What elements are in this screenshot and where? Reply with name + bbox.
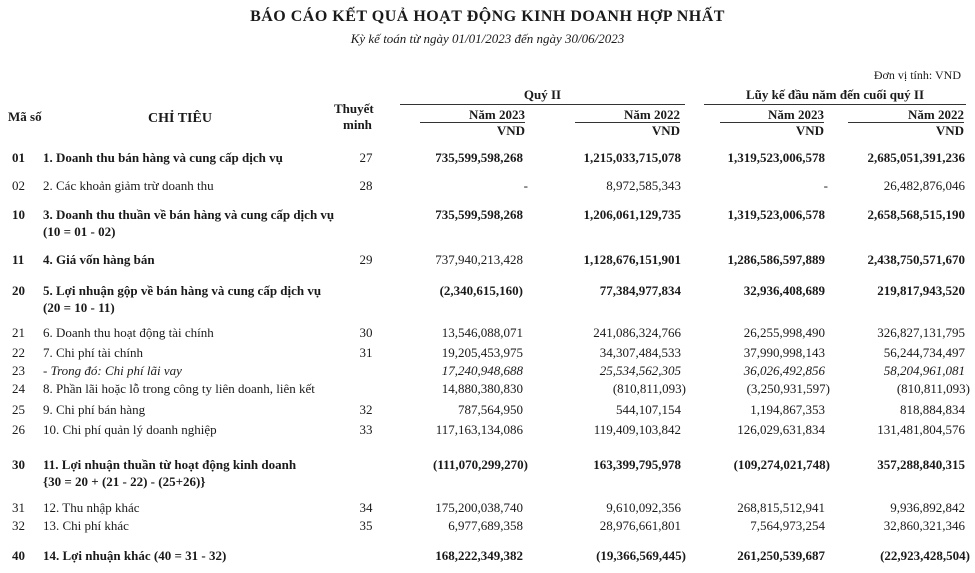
row-note: 33 — [359, 422, 373, 437]
row-code: 32 — [12, 518, 25, 533]
row-code: 40 — [12, 548, 25, 563]
currency-ytd-2023: VND — [795, 123, 824, 138]
row-note: 34 — [359, 500, 373, 515]
row-label: 9. Chi phí bán hàng — [43, 402, 146, 417]
value-q2-2022: 77,384,977,834 — [599, 283, 681, 298]
row-note: 27 — [359, 150, 373, 165]
value-q2-2023: 117,163,134,086 — [435, 422, 523, 437]
row-code: 22 — [12, 345, 25, 360]
col-q2-2023: Năm 2023 — [469, 107, 525, 122]
row-note: 28 — [359, 178, 373, 193]
value-ytd-2022: 357,288,840,315 — [877, 457, 965, 472]
header-code: Mã số — [8, 109, 42, 124]
col-q2-2022: Năm 2022 — [624, 107, 680, 122]
row-code: 30 — [12, 457, 25, 472]
value-q2-2022: 163,399,795,978 — [593, 457, 681, 472]
header-rule — [400, 104, 685, 105]
value-q2-2022: (810,811,093) — [612, 381, 686, 396]
row-label: 5. Lợi nhuận gộp về bán hàng và cung cấp dịch vụ — [43, 283, 322, 298]
value-q2-2022: (19,366,569,445) — [596, 548, 686, 563]
value-ytd-2023: 1,319,523,006,578 — [727, 150, 825, 165]
value-q2-2023: 6,977,689,358 — [448, 518, 523, 533]
value-ytd-2023: 37,990,998,143 — [743, 345, 825, 360]
value-ytd-2023: (3,250,931,597) — [746, 381, 830, 396]
currency-ytd-2022: VND — [935, 123, 964, 138]
row-code: 20 — [12, 283, 25, 298]
row-code: 21 — [12, 325, 25, 340]
value-q2-2023: 735,599,598,268 — [435, 150, 523, 165]
col-ytd-2022: Năm 2022 — [908, 107, 964, 122]
header-note-line1: Thuyết — [334, 101, 374, 116]
row-label: 11. Lợi nhuận thuần từ hoạt động kinh doanh — [43, 457, 297, 472]
value-q2-2023: 175,200,038,740 — [435, 500, 523, 515]
value-ytd-2023: 268,815,512,941 — [737, 500, 825, 515]
value-ytd-2022: 2,438,750,571,670 — [867, 252, 965, 267]
value-q2-2022: 9,610,092,356 — [606, 500, 681, 515]
value-q2-2023: (111,070,299,270) — [433, 457, 528, 472]
currency-q2-2023: VND — [496, 123, 525, 138]
row-note: 29 — [359, 252, 373, 267]
value-q2-2023: 14,880,380,830 — [441, 381, 523, 396]
value-ytd-2022: 9,936,892,842 — [890, 500, 965, 515]
value-q2-2023: 735,599,598,268 — [435, 207, 523, 222]
row-label: - Trong đó: Chi phí lãi vay — [43, 363, 182, 378]
value-q2-2022: 544,107,154 — [616, 402, 681, 417]
value-q2-2023: 13,546,088,071 — [441, 325, 523, 340]
report-title: BÁO CÁO KẾT QUẢ HOẠT ĐỘNG KINH DOANH HỢP NHẤT — [250, 8, 725, 25]
row-code: 02 — [12, 178, 25, 193]
value-q2-2023: 168,222,349,382 — [435, 548, 523, 563]
row-code: 11 — [12, 252, 25, 267]
value-ytd-2023: 26,255,998,490 — [743, 325, 825, 340]
row-note: 32 — [359, 402, 373, 417]
row-code: 23 — [12, 363, 25, 378]
value-ytd-2023: 126,029,631,834 — [737, 422, 825, 437]
value-q2-2023: 17,240,948,688 — [441, 363, 523, 378]
col-ytd-2023: Năm 2023 — [768, 107, 824, 122]
value-q2-2022: 25,534,562,305 — [599, 363, 681, 378]
value-ytd-2023: 36,026,492,856 — [743, 363, 825, 378]
row-code: 10 — [12, 207, 25, 222]
row-label: 2. Các khoản giảm trừ doanh thu — [43, 178, 214, 193]
value-q2-2022: 1,128,676,151,901 — [583, 252, 681, 267]
value-q2-2022: 119,409,103,842 — [593, 422, 681, 437]
value-ytd-2023: 261,250,539,687 — [737, 548, 825, 563]
value-ytd-2023: 32,936,408,689 — [743, 283, 825, 298]
row-note: 31 — [359, 345, 373, 360]
row-code: 31 — [12, 500, 25, 515]
value-q2-2022: 1,215,033,715,078 — [583, 150, 681, 165]
row-label: 1. Doanh thu bán hàng và cung cấp dịch vụ — [43, 150, 283, 165]
value-ytd-2022: (810,811,093) — [896, 381, 970, 396]
report-period: Kỳ kế toán từ ngày 01/01/2023 đến ngày 30/06/2023 — [350, 31, 625, 46]
row-label: 12. Thu nhập khác — [43, 500, 140, 515]
value-q2-2022: 28,976,661,801 — [599, 518, 681, 533]
value-ytd-2022: 326,827,131,795 — [877, 325, 965, 340]
row-label: 13. Chi phí khác — [43, 518, 129, 533]
value-ytd-2023: 7,564,973,254 — [750, 518, 825, 533]
row-label: 14. Lợi nhuận khác (40 = 31 - 32) — [43, 548, 227, 563]
value-q2-2023: 787,564,950 — [458, 402, 523, 417]
row-label-formula: {30 = 20 + (21 - 22) - (25+26)} — [43, 474, 206, 489]
row-label-formula: (10 = 01 - 02) — [43, 224, 116, 239]
row-code: 01 — [12, 150, 25, 165]
value-ytd-2022: 2,658,568,515,190 — [867, 207, 965, 222]
row-label: 8. Phần lãi hoặc lỗ trong công ty liên doanh, liên kết — [43, 381, 315, 396]
value-q2-2022: 241,086,324,766 — [593, 325, 681, 340]
value-q2-2023: - — [523, 178, 528, 193]
value-q2-2022: 1,206,061,129,735 — [583, 207, 681, 222]
value-ytd-2022: 26,482,876,046 — [883, 178, 965, 193]
value-ytd-2022: 131,481,804,576 — [877, 422, 965, 437]
value-ytd-2023: - — [823, 178, 828, 193]
row-label: 4. Giá vốn hàng bán — [43, 252, 155, 267]
value-ytd-2022: 818,884,834 — [900, 402, 965, 417]
value-ytd-2023: 1,194,867,353 — [750, 402, 825, 417]
header-rule — [704, 104, 966, 105]
header-group-ytd: Lũy kế đầu năm đến cuối quý II — [745, 87, 925, 102]
header-group-q2: Quý II — [523, 87, 562, 102]
value-ytd-2022: 219,817,943,520 — [877, 283, 965, 298]
row-note: 30 — [359, 325, 373, 340]
value-ytd-2023: (109,274,021,748) — [733, 457, 830, 472]
row-label: 3. Doanh thu thuần về bán hàng và cung cấp dịch vụ — [43, 207, 335, 222]
value-q2-2022: 34,307,484,533 — [599, 345, 681, 360]
value-q2-2023: 19,205,453,975 — [441, 345, 523, 360]
currency-unit: Đơn vị tính: VND — [873, 68, 961, 82]
value-ytd-2023: 1,319,523,006,578 — [727, 207, 825, 222]
value-ytd-2022: 56,244,734,497 — [883, 345, 965, 360]
row-code: 26 — [12, 422, 25, 437]
value-ytd-2022: 32,860,321,346 — [883, 518, 965, 533]
row-label: 10. Chi phí quản lý doanh nghiệp — [43, 422, 217, 437]
value-q2-2023: (2,340,615,160) — [439, 283, 523, 298]
currency-q2-2022: VND — [651, 123, 680, 138]
value-q2-2022: 8,972,585,343 — [606, 178, 681, 193]
row-code: 24 — [12, 381, 25, 396]
value-q2-2023: 737,940,213,428 — [435, 252, 523, 267]
header-item: CHỈ TIÊU — [148, 111, 212, 126]
row-label-formula: (20 = 10 - 11) — [43, 300, 115, 315]
value-ytd-2023: 1,286,586,597,889 — [727, 252, 825, 267]
row-label: 7. Chi phí tài chính — [43, 345, 144, 360]
value-ytd-2022: 58,204,961,081 — [883, 363, 965, 378]
row-note: 35 — [359, 518, 373, 533]
value-ytd-2022: (22,923,428,504) — [880, 548, 970, 563]
header-note-line2: minh — [343, 117, 372, 132]
row-label: 6. Doanh thu hoạt động tài chính — [43, 325, 214, 340]
row-code: 25 — [12, 402, 25, 417]
value-ytd-2022: 2,685,051,391,236 — [867, 150, 965, 165]
